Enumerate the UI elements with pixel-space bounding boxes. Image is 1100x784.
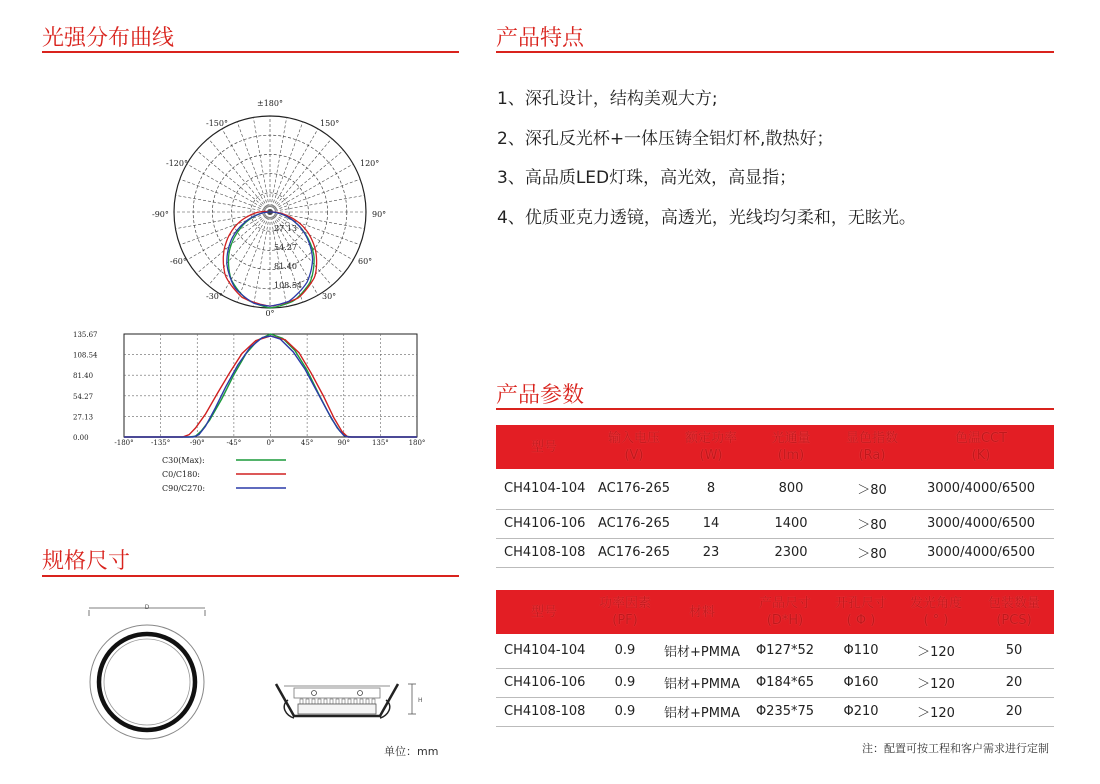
footnote: 注：配置可按工程和客户需求进行定制 <box>862 742 1049 755</box>
feature-item: 2、深孔反光杯+一体压铸全铝灯杯,散热好； <box>497 129 834 149</box>
polar-angle-label: -30° <box>206 292 223 301</box>
unit-label: 单位：mm <box>384 745 439 758</box>
heatsink-fin <box>300 699 303 704</box>
heatsink-fin <box>324 699 327 704</box>
table-row: CH4106-106 0.9 铝材+PMMA Φ184*65 Φ160 ＞120 20 <box>496 668 1054 697</box>
chart-y-tick-label: 0.00 <box>73 434 89 442</box>
table-header: 产品尺寸 (D*H) <box>746 590 824 634</box>
polar-angle-label: 90° <box>372 210 387 219</box>
params-table-electrical <box>496 425 1054 568</box>
feature-item: 1、深孔设计，结构美观大方; <box>497 89 718 109</box>
section-title-features: 产品特点 <box>496 26 585 51</box>
section-divider <box>496 51 1054 53</box>
polar-radial-label: 54.27 <box>274 243 297 252</box>
polar-angle-label: 0° <box>265 309 275 318</box>
intensity-line-chart <box>70 328 440 498</box>
table-header-row <box>496 425 1054 469</box>
table-row: CH4108-108 0.9 铝材+PMMA Φ235*75 Φ210 ＞120 20 <box>496 697 1054 726</box>
chart-x-tick-label: -180° <box>114 439 134 447</box>
downlight-outer-ring <box>90 625 204 739</box>
heatsink-fin <box>366 699 369 704</box>
table-header: 显色指数 (Ra) <box>836 425 908 469</box>
heatsink-fin <box>372 699 375 704</box>
legend-label: C90/C270: <box>162 484 206 493</box>
chart-x-tick-label: 0° <box>266 439 275 447</box>
chart-y-tick-label: 54.27 <box>73 392 94 401</box>
polar-angle-label: -60° <box>170 257 187 266</box>
polar-angle-label: 120° <box>360 159 380 168</box>
section-divider <box>42 51 459 53</box>
params-table-physical <box>496 590 1054 727</box>
chart-y-tick-label: 81.40 <box>73 372 94 381</box>
table-row: CH4108-108 AC176-265 23 2300 ＞80 3000/4000/6500 <box>496 538 1054 567</box>
dimension-label-d: D <box>144 604 150 611</box>
heatsink-fin <box>306 699 309 704</box>
section-title-dimensions: 规格尺寸 <box>42 549 131 574</box>
table-header-row <box>496 590 1054 634</box>
heatsink-fin <box>336 699 339 704</box>
section-divider <box>496 408 1054 410</box>
table-row: CH4104-104 AC176-265 8 800 ＞80 3000/4000/6500 <box>496 469 1054 509</box>
table-header: 开孔尺寸 ( Φ ) <box>824 590 898 634</box>
chart-y-tick-label: 135.67 <box>73 331 98 339</box>
chart-series-line <box>124 334 417 437</box>
chart-x-tick-label: -45° <box>226 439 242 447</box>
downlight-reflector-ring <box>99 634 195 730</box>
polar-angle-label: ±180° <box>257 99 283 108</box>
heatsink-fin <box>360 699 363 704</box>
polar-angle-label: 60° <box>358 257 373 266</box>
heatsink-fin <box>342 699 345 704</box>
table-header: 色温CCT (K) <box>908 425 1054 469</box>
heatsink-fin <box>354 699 357 704</box>
heatsink-fin <box>348 699 351 704</box>
chart-x-tick-label: 135° <box>371 439 389 447</box>
heatsink-fin <box>318 699 321 704</box>
table-header: 型号 <box>496 590 592 634</box>
dimension-drawing <box>80 596 440 746</box>
feature-item: 3、高品质LED灯珠，高光效，高显指； <box>497 168 797 188</box>
heatsink-fin <box>312 699 315 704</box>
polar-angle-label: 150° <box>320 119 340 128</box>
polar-angle-label: -120° <box>166 159 188 168</box>
section-divider <box>42 575 459 577</box>
table-header: 光通量 (lm) <box>746 425 836 469</box>
table-header: 额定功率 (W) <box>676 425 746 469</box>
polar-radial-label: 108.54 <box>274 281 302 290</box>
polar-radial-label: 81.40 <box>274 262 297 271</box>
chart-x-tick-label: -135° <box>151 439 171 447</box>
table-row: CH4104-104 0.9 铝材+PMMA Φ127*52 Φ110 ＞120 50 <box>496 634 1054 668</box>
chart-frame <box>124 334 417 437</box>
table-header: 型号 <box>496 425 592 469</box>
polar-radial-label: 27.13 <box>274 224 297 233</box>
table-header: 输入电压 (V) <box>592 425 676 469</box>
chart-y-tick-label: 108.54 <box>73 351 98 360</box>
section-title-params: 产品参数 <box>496 383 585 408</box>
table-header: 包装数量 (PCS) <box>974 590 1054 634</box>
chart-x-tick-label: 45° <box>300 439 314 447</box>
heatsink-fin <box>330 699 333 704</box>
dimension-label-h: H <box>418 697 423 704</box>
legend-label: C30(Max): <box>162 456 205 465</box>
feature-item: 4、优质亚克力透镜，高透光，光线均匀柔和，无眩光。 <box>497 208 916 228</box>
table-header: 材料 <box>658 590 746 634</box>
polar-angle-label: -90° <box>152 210 169 219</box>
chart-x-tick-label: -90° <box>189 439 205 447</box>
section-title-light-curve: 光强分布曲线 <box>42 26 175 51</box>
table-header: 发光角度 ( ° ) <box>898 590 974 634</box>
chart-y-tick-label: 27.13 <box>73 413 94 422</box>
legend-label: C0/C180: <box>162 470 200 479</box>
polar-angle-label: 30° <box>322 292 337 301</box>
downlight-inner-ring <box>104 639 190 725</box>
polar-diagram <box>150 96 390 320</box>
polar-angle-label: -150° <box>206 119 228 128</box>
chart-x-tick-label: 90° <box>337 439 350 447</box>
downlight-side-view <box>276 684 398 718</box>
table-header: 功率因素 (PF) <box>592 590 658 634</box>
chart-x-tick-label: 180° <box>408 439 426 447</box>
table-row: CH4106-106 AC176-265 14 1400 ＞80 3000/4000/6500 <box>496 509 1054 538</box>
